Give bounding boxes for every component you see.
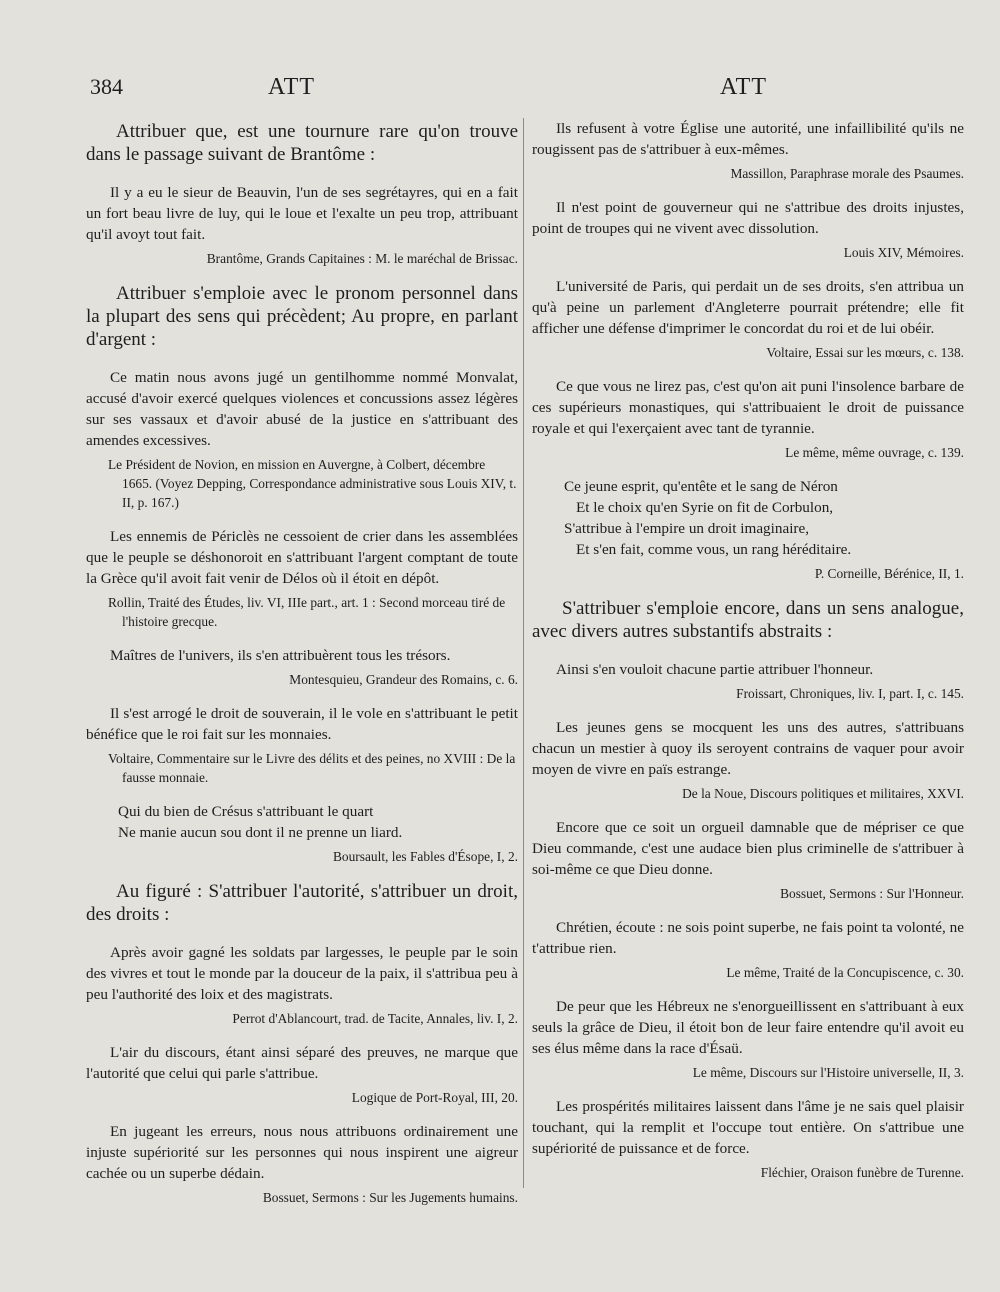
citation-source: Rollin, Traité des Études, liv. VI, IIIe part., art. 1 : Second morceau tiré de l'histoire grecque. bbox=[108, 595, 506, 629]
verse-line: S'attribue à l'empire un droit imaginaire, bbox=[564, 520, 810, 537]
citation-text: Ce matin nous avons jugé un gentilhomme nommé Monvalat, accusé d'avoir exercé quelques violences et concussions assez légères sur ses vassaux et d'avoir abusé de la justice en s'attribuant des amendes excessives. bbox=[86, 369, 518, 449]
citation-source: Voltaire, Commentaire sur le Livre des délits et des peines, no XVIII : De la fausse monnaie. bbox=[108, 751, 516, 785]
citation-text: Encore que ce soit un orgueil damnable que de mépriser ce que Dieu commande, c'est une audace bien plus criminelle de s'attribuer à soi-même ce que Dieu donne. bbox=[532, 819, 964, 878]
citation-source: Fléchier, Oraison funèbre de Turenne. bbox=[760, 1165, 964, 1180]
citation-source: Massillon, Paraphrase morale des Psaumes. bbox=[730, 166, 964, 181]
citation-source: De la Noue, Discours politiques et militaires, XXVI. bbox=[682, 786, 964, 801]
verse-line: Qui du bien de Crésus s'attribuant le quart bbox=[118, 803, 374, 820]
citation-source: Le Président de Novion, en mission en Auvergne, à Colbert, décembre 1665. (Voyez Depping, Correspondance administrative sous Louis XIV, t. II, p. 167.) bbox=[108, 457, 517, 510]
citation-source: Brantôme, Grands Capitaines : M. le maréchal de Brissac. bbox=[206, 251, 518, 266]
citation-source: Voltaire, Essai sur les mœurs, c. 138. bbox=[766, 345, 964, 360]
citation-text: Ils refusent à votre Église une autorité, une infaillibilité qu'ils ne rougissent pas de s'attribuer à eux-mêmes. bbox=[532, 120, 964, 158]
column-divider bbox=[523, 118, 524, 1188]
citation-text: Il y a eu le sieur de Beauvin, l'un de ses segrétayres, qui en a fait un fort beau livre de luy, qui le loue et l'exalte un peu trop, attribuant qu'il avoyt tout fait. bbox=[86, 184, 518, 243]
verse-line: Ce jeune esprit, qu'entête et le sang de Néron bbox=[564, 478, 838, 495]
citation-source: Boursault, les Fables d'Ésope, I, 2. bbox=[332, 849, 518, 864]
citation-source: Montesquieu, Grandeur des Romains, c. 6. bbox=[289, 672, 518, 687]
citation-source: Logique de Port-Royal, III, 20. bbox=[351, 1090, 518, 1105]
citation-source: Bossuet, Sermons : Sur l'Honneur. bbox=[780, 886, 964, 901]
citation-text: L'air du discours, étant ainsi séparé des preuves, ne marque que l'autorité que celui qui parle s'attribue. bbox=[86, 1044, 518, 1082]
citation-text: Les prospérités militaires laissent dans l'âme je ne sais quel plaisir touchant, qui la remplit et l'occupe tout entière. On s'attribue une supériorité de puissance et de force. bbox=[532, 1098, 964, 1157]
verse-line: Et s'en fait, comme vous, un rang héréditaire. bbox=[576, 541, 852, 558]
page-number: 384 bbox=[90, 74, 123, 99]
citation-text: Ce que vous ne lirez pas, c'est qu'on ait puni l'insolence barbare de ces supérieurs monastiques, qui s'attribuaient le droit de puissance royale et qui l'exerçaient avec tant de tyrannie. bbox=[532, 378, 964, 437]
citation-text: Après avoir gagné les soldats par largesses, le peuple par le soin des vivres et tout le monde par la douceur de la paix, il s'attribua peu à peu l'authorité des loix et des magistrats. bbox=[86, 944, 518, 1003]
citation-source: Louis XIV, Mémoires. bbox=[843, 245, 964, 260]
right-column bbox=[532, 118, 964, 1196]
citation-text: Chrétien, écoute : ne sois point superbe, ne fais point ta volonté, ne t'attribue rien. bbox=[532, 919, 964, 957]
citation-text: De peur que les Hébreux ne s'enorgueillissent en s'attribuant à eux seuls la grâce de Dieu, il étoit bon de leur faire entendre qu'il avoit eu ses élus même dans la race d'Ésaü. bbox=[532, 998, 964, 1057]
citation-text: Les ennemis de Périclès ne cessoient de crier dans les assemblées que le peuple se déshonoroit en s'attribuant l'argent comptant de toute la Grèce qu'il avoit fait venir de Délos où il étoit en dépôt. bbox=[86, 528, 518, 587]
citation-source: P. Corneille, Bérénice, II, 1. bbox=[814, 566, 964, 581]
citation-text: En jugeant les erreurs, nous nous attribuons ordinairement une injuste supériorité sur les personnes qui nous inspirent une aigreur cachée ou un superbe dédain. bbox=[86, 1123, 518, 1182]
citation-source: Bossuet, Sermons : Sur les Jugements humains. bbox=[262, 1190, 518, 1205]
citation-source: Le même, Discours sur l'Histoire universelle, II, 3. bbox=[692, 1065, 964, 1080]
citation-text: Il n'est point de gouverneur qui ne s'attribue des droits injustes, point de troupes qui ne vivent avec dissolution. bbox=[532, 199, 964, 237]
citation-source: Le même, même ouvrage, c. 139. bbox=[785, 445, 964, 460]
right-running-head: ATT bbox=[720, 74, 767, 100]
citation-source: Froissart, Chroniques, liv. I, part. I, c. 145. bbox=[736, 686, 964, 701]
definition-paragraph: S'attribuer s'emploie encore, dans un sens analogue, avec divers autres substantifs abstraits : bbox=[532, 598, 964, 642]
verse-quote bbox=[532, 476, 964, 560]
citation-text: Les jeunes gens se mocquent les uns des autres, s'attribuans chacun un mestier à quoy ils seroyent contrains de vaquer pour avoir moyen de vivre en païs estrange. bbox=[532, 719, 964, 778]
citation-text: Il s'est arrogé le droit de souverain, il le vole en s'attribuant le petit bénéfice que le roi fait sur les monnaies. bbox=[86, 705, 518, 743]
definition-paragraph: Attribuer s'emploie avec le pronom personnel dans la plupart des sens qui précèdent; Au propre, en parlant d'argent : bbox=[86, 283, 518, 350]
citation-text: L'université de Paris, qui perdait un de ses droits, s'en attribua un qu'à peine un parlement d'Angleterre pourrait prétendre; elle fit afficher une défense d'imprimer le concordat du roi et de lui obéir. bbox=[532, 278, 964, 337]
left-running-head: ATT bbox=[268, 74, 315, 100]
definition-paragraph: Attribuer que, est une tournure rare qu'on trouve dans le passage suivant de Brantôme : bbox=[86, 121, 518, 165]
verse-quote bbox=[86, 801, 518, 843]
verse-line: Et le choix qu'en Syrie on fit de Corbulon, bbox=[576, 499, 834, 516]
citation-text: Maîtres de l'univers, ils s'en attribuèrent tous les trésors. bbox=[110, 647, 451, 664]
citation-source: Perrot d'Ablancourt, trad. de Tacite, Annales, liv. I, 2. bbox=[232, 1011, 518, 1026]
verse-line: Ne manie aucun sou dont il ne prenne un liard. bbox=[118, 824, 403, 841]
citation-source: Le même, Traité de la Concupiscence, c. 30. bbox=[726, 965, 964, 980]
definition-paragraph: Au figuré : S'attribuer l'autorité, s'attribuer un droit, des droits : bbox=[86, 881, 518, 925]
citation-text: Ainsi s'en vouloit chacune partie attribuer l'honneur. bbox=[556, 661, 874, 678]
left-column bbox=[86, 120, 518, 1221]
